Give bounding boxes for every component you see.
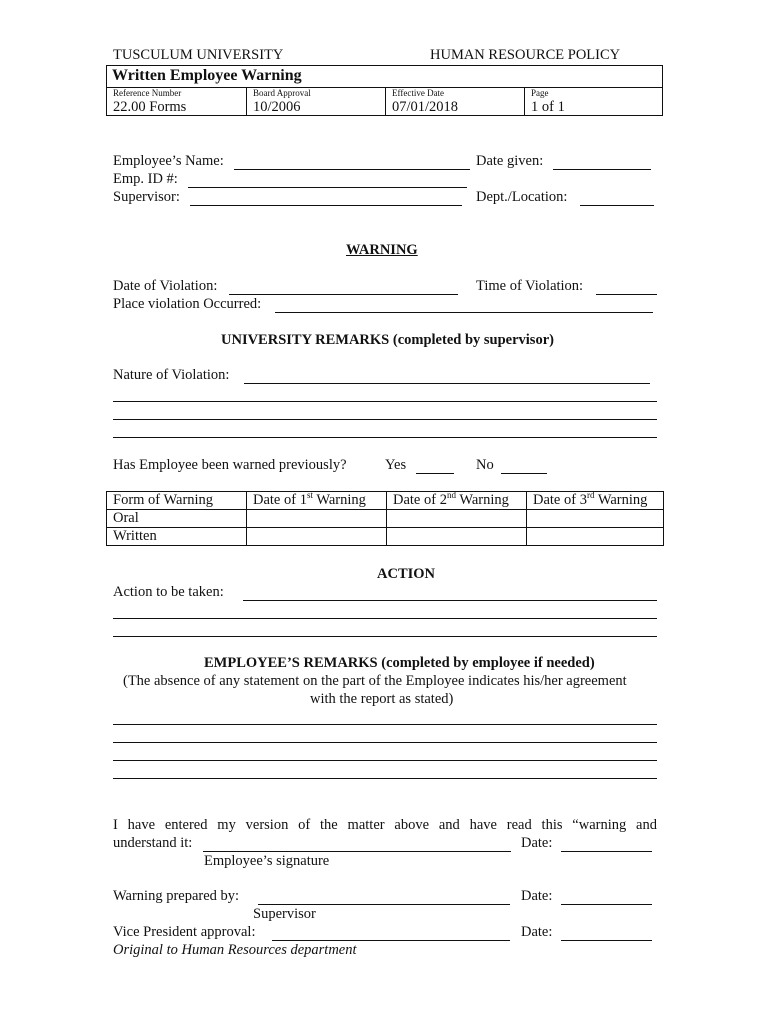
table-cell[interactable] xyxy=(247,528,387,546)
supervisor-caption: Supervisor xyxy=(253,906,316,922)
board-approval-cell: Board Approval 10/2006 xyxy=(247,87,386,116)
employee-remarks-line[interactable] xyxy=(113,724,657,725)
dept-location-field[interactable] xyxy=(580,205,654,206)
policy-name: HUMAN RESOURCE POLICY xyxy=(430,47,621,63)
no-field[interactable] xyxy=(501,473,547,474)
table-row-label: Written xyxy=(107,528,247,546)
employee-date-label: Date: xyxy=(521,835,553,851)
action-field[interactable] xyxy=(243,600,657,601)
acknowledgement-statement: I have entered my version of the matter above and have read this “warning and xyxy=(113,817,657,833)
reference-number-cell: Reference Number 22.00 Forms xyxy=(107,87,247,116)
date-of-violation-field[interactable] xyxy=(229,294,458,295)
table-header-first: Date of 1st Warning xyxy=(247,492,387,510)
university-remarks-heading: UNIVERSITY REMARKS (completed by supervisor) xyxy=(221,332,554,348)
emp-id-label: Emp. ID #: xyxy=(113,171,178,187)
prepared-date-label: Date: xyxy=(521,888,553,904)
table-row-label: Oral xyxy=(107,510,247,528)
no-label: No xyxy=(476,457,494,473)
emp-id-field[interactable] xyxy=(188,187,467,188)
date-of-violation-label: Date of Violation: xyxy=(113,278,218,294)
prepared-by-field[interactable] xyxy=(258,904,510,905)
date-given-label: Date given: xyxy=(476,153,544,169)
employee-signature-caption: Employee’s signature xyxy=(204,853,330,869)
warning-heading: WARNING xyxy=(346,242,418,258)
vp-date-field[interactable] xyxy=(561,940,652,941)
nature-of-violation-field[interactable] xyxy=(244,383,650,384)
employee-remarks-note: (The absence of any statement on the part of the Employee indicates his/her agreement xyxy=(123,673,627,689)
prepared-by-label: Warning prepared by: xyxy=(113,888,240,904)
dept-location-label: Dept./Location: xyxy=(476,189,568,205)
prepared-date-field[interactable] xyxy=(561,904,652,905)
employee-date-field[interactable] xyxy=(561,851,652,852)
nature-of-violation-line[interactable] xyxy=(113,401,657,402)
time-of-violation-field[interactable] xyxy=(596,294,657,295)
place-violation-field[interactable] xyxy=(275,312,653,313)
table-header-row xyxy=(107,492,664,510)
date-given-field[interactable] xyxy=(553,169,651,170)
warned-previously-question: Has Employee been warned previously? xyxy=(113,457,347,473)
employee-remarks-line[interactable] xyxy=(113,742,657,743)
vp-approval-field[interactable] xyxy=(272,940,510,941)
table-row xyxy=(107,510,664,528)
form-header-box xyxy=(106,65,663,116)
table-cell[interactable] xyxy=(527,528,664,546)
table-row xyxy=(107,528,664,546)
employee-remarks-note-2: with the report as stated) xyxy=(310,691,454,707)
table-cell[interactable] xyxy=(387,528,527,546)
table-header-third: Date of 3rd Warning xyxy=(527,492,664,510)
table-header-second: Date of 2nd Warning xyxy=(387,492,527,510)
form-title: Written Employee Warning xyxy=(112,67,302,84)
yes-field[interactable] xyxy=(416,473,454,474)
effective-date-cell: Effective Date 07/01/2018 xyxy=(386,87,525,116)
action-line[interactable] xyxy=(113,636,657,637)
yes-label: Yes xyxy=(385,457,407,473)
nature-of-violation-line[interactable] xyxy=(113,437,657,438)
employee-remarks-heading: EMPLOYEE’S REMARKS (completed by employee if needed) xyxy=(204,655,595,671)
vp-approval-label: Vice President approval: xyxy=(113,924,256,940)
action-line[interactable] xyxy=(113,618,657,619)
employee-name-field[interactable] xyxy=(234,169,470,170)
page-cell: Page 1 of 1 xyxy=(531,88,565,115)
supervisor-label: Supervisor: xyxy=(113,189,180,205)
supervisor-field[interactable] xyxy=(190,205,462,206)
place-violation-label: Place violation Occurred: xyxy=(113,296,262,312)
table-cell[interactable] xyxy=(527,510,664,528)
employee-remarks-line[interactable] xyxy=(113,760,657,761)
employee-signature-field[interactable] xyxy=(203,851,511,852)
footer-note: Original to Human Resources department xyxy=(113,942,357,958)
table-header-form: Form of Warning xyxy=(107,492,247,510)
employee-remarks-line[interactable] xyxy=(113,778,657,779)
employee-name-label: Employee’s Name: xyxy=(113,153,224,169)
nature-of-violation-line[interactable] xyxy=(113,419,657,420)
time-of-violation-label: Time of Violation: xyxy=(476,278,584,294)
nature-of-violation-label: Nature of Violation: xyxy=(113,367,230,383)
understand-label: understand it: xyxy=(113,835,193,851)
warning-history-table xyxy=(106,491,664,546)
table-cell[interactable] xyxy=(247,510,387,528)
action-heading: ACTION xyxy=(377,566,436,582)
institution-name: TUSCULUM UNIVERSITY xyxy=(113,47,284,63)
action-label: Action to be taken: xyxy=(113,584,224,600)
table-cell[interactable] xyxy=(387,510,527,528)
vp-date-label: Date: xyxy=(521,924,553,940)
